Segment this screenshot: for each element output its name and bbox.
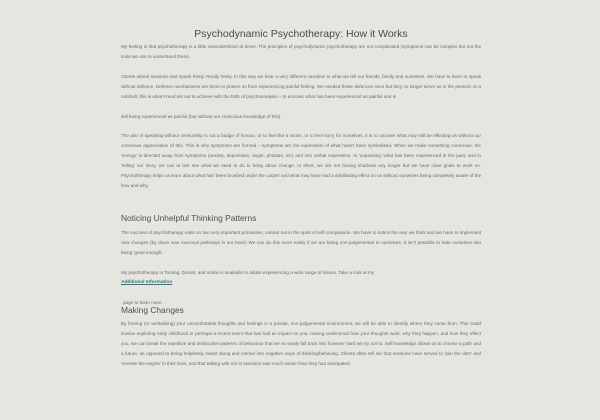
thinking-patterns-paragraph: The success of psychotherapy rests on two very important processes, carried out in the spirit of self-compassion. We have to notice the way we think and we have to implement new changes (by down new neuronal pathways in our brain) We can do this more easily if we are being non-judgemental to ourselves. It isn't possible to hate ourselves into being 'good enough'. [121,230,481,256]
symptoms-paragraph: The aim of speaking without censorship is not a badge of honour, or to feel like a victim, or to feel sorry for ourselves, it is to uncover what may still be effecting us without our conscious appreciation of this. This is why symptoms are formed – symptoms are the expression of what hasn't been symbolised. When we make something conscious, the 'energy' is directed away from symptoms (anxiety, depression, anger, phobias, etc) and into verbal expression. In 'unpacking' what has been experienced in the past, and in 'telling' our story, we can at last see what we need to do to bring about change. In short, we are not boxing shadows any longer but we have clear goals to work on. Psychotherapy helps us learn about what has 'been brushed under the carpet' and what may have had a debilitating effect on us without ourselves being completely aware of the how and why. [121,133,481,189]
additional-information-link[interactable]: Additional Information [121,280,173,285]
defence-paragraph-tail: still being experienced as painful (but without our conscious knowledge of this). [121,114,282,119]
section-heading-thinking-patterns: Noticing Unhelpful Thinking Patterns [121,213,257,223]
learn-more-text: page to learn more. [123,300,163,305]
defence-paragraph: Clients attend sessions and speak freely. Really freely. In this way we hear a very different narrative to what we tell our friends, family and ourselves. We have to learn to speak without defence. Defence mechanisms are there to protect us from experiencing painful feeling. We needed these defences once but they no longer serve us in the present. In a nutshell, this is what Freud set out to achieve with the birth of psychoanalysis – to uncover what has been experienced as painful and is [121,74,481,100]
page-title: Psychodynamic Psychotherapy: How it Works [194,28,408,40]
making-changes-paragraph: By freeing (or verbalising) your uncomfortable thoughts and feelings in a private, non-judgemental environment, we will be able to identify where they come from. This could involve exploring early childhood or perhaps a recent event that has had an impact on you. Having understood how your thoughts work, why they happen, and how they effect you, we can break the repetitive and destructive patterns of behaviour that we so easily fall back into however hard we try not to. Self knowledge allows us to choose a path and a future, as opposed to being helplessly swept along and carried into negative ways of thinking/behaving. Clients often tell me that sessions have served to 'join the dots' and 'reverse the engine' in their lives, and that talking with me in sessions was much easier than they had anticipated. [121,321,481,367]
section-heading-making-changes: Making Changes [121,305,184,315]
location-text: My psychotherapy in Tooting, Dorset, and online is available to adults experiencing a wide range of issues. Take a look at my [121,270,375,275]
intro-paragraph: My feeling is that psychotherapy is a little misunderstood at times. The principles of psychodynamic psychotherapy are not complicated (symptoms can be complex but not the tools we use to understand them). [121,44,481,60]
